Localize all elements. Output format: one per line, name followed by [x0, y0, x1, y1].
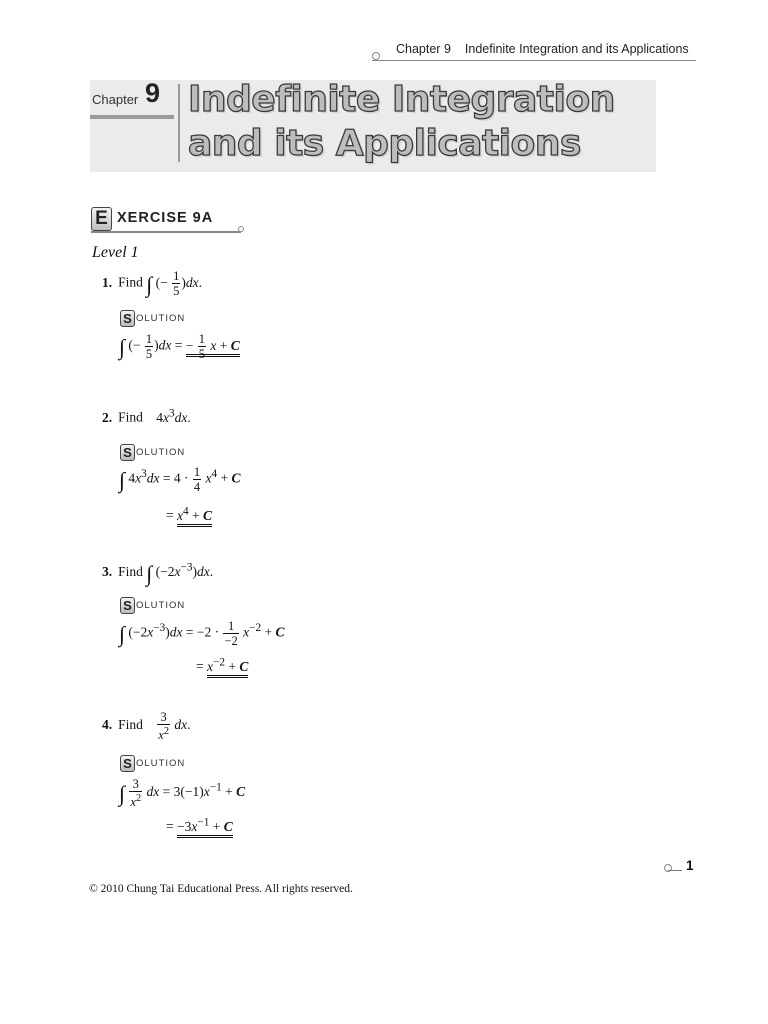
question-1 [102, 270, 202, 298]
header-ornament [372, 52, 380, 60]
question-find: Find [118, 409, 143, 425]
question-number: 4. [102, 717, 113, 733]
solution-3-line-2: = $x^{-2} + C$ [196, 656, 248, 675]
header-rule [372, 60, 696, 61]
exercise-initial-icon: E [91, 207, 112, 231]
solution-initial-icon: S [120, 597, 135, 614]
solution-2-line-1: ∫ $4x^3dx = 4$ · $\frac{1}{4}$ $x^4 + C$ [119, 465, 241, 494]
solution-4-line-2: = $-3x^{-1} + C$ [166, 816, 233, 835]
question-expression: $4x^3dx$. [156, 407, 191, 425]
running-header-chapter: Chapter 9 [396, 42, 451, 56]
solution-label-text: OLUTION [136, 312, 186, 324]
running-header-title: Indefinite Integration and its Applications [464, 42, 689, 56]
solution-initial-icon: S [120, 310, 135, 327]
question-number: 3. [102, 564, 113, 579]
question-find: Find [118, 564, 143, 579]
solution-label [120, 443, 185, 461]
solution-3-line-1: ∫ $(-2x^{-3})dx = -2$ · $\frac{1}{-2}$ $x^{-2} + C$ [119, 619, 285, 648]
question-find: Find [118, 274, 143, 290]
solution-label [120, 309, 185, 327]
question-expression: ∫ (− $\frac{1}{5}$ )dx. [146, 269, 203, 298]
chapter-label: Chapter [92, 92, 139, 107]
solution-label [120, 596, 185, 614]
exercise-ornament [238, 226, 244, 232]
solution-4-line-1: ∫ $\frac{3}{x^2}$ dx = $3(-1)x^{-1} + C$ [119, 777, 246, 810]
question-expression: $\frac{3}{x^2}$ dx. [158, 710, 191, 743]
chapter-number: 9 [145, 78, 161, 108]
solution-label-text: OLUTION [136, 757, 186, 769]
solution-initial-icon: S [120, 755, 135, 772]
exercise-title: XERCISE 9A [117, 210, 214, 226]
question-4 [102, 711, 191, 741]
running-header [396, 42, 689, 56]
copyright: © 2010 Chung Tai Educational Press. All rights reserved. [89, 883, 353, 895]
question-number: 2. [102, 409, 113, 425]
question-expression: ∫ $(-2x^{-3})dx$. [146, 561, 214, 586]
question-find: Find [118, 717, 143, 733]
solution-initial-icon: S [120, 444, 135, 461]
question-number: 1. [102, 274, 113, 290]
solution-2-line-2: = $x^4 + C$ [166, 505, 212, 524]
chapter-title: Indefinite Integration and its Applications [188, 79, 615, 164]
question-3 [102, 561, 213, 587]
solution-1-line-1: ∫ (− $\frac{1}{5}$ )dx = − $\frac{1}{5}$ x + C [119, 332, 240, 361]
exercise-rule [91, 231, 241, 233]
solution-label [120, 754, 185, 772]
solution-label-text: OLUTION [136, 446, 186, 458]
level-heading: Level 1 [92, 244, 139, 261]
chapter-rule [90, 115, 174, 119]
solution-label-text: OLUTION [136, 599, 186, 611]
chapter-divider [178, 84, 180, 162]
page-number: 1 [686, 858, 694, 873]
footer-rule [668, 870, 682, 871]
question-2 [102, 407, 191, 426]
